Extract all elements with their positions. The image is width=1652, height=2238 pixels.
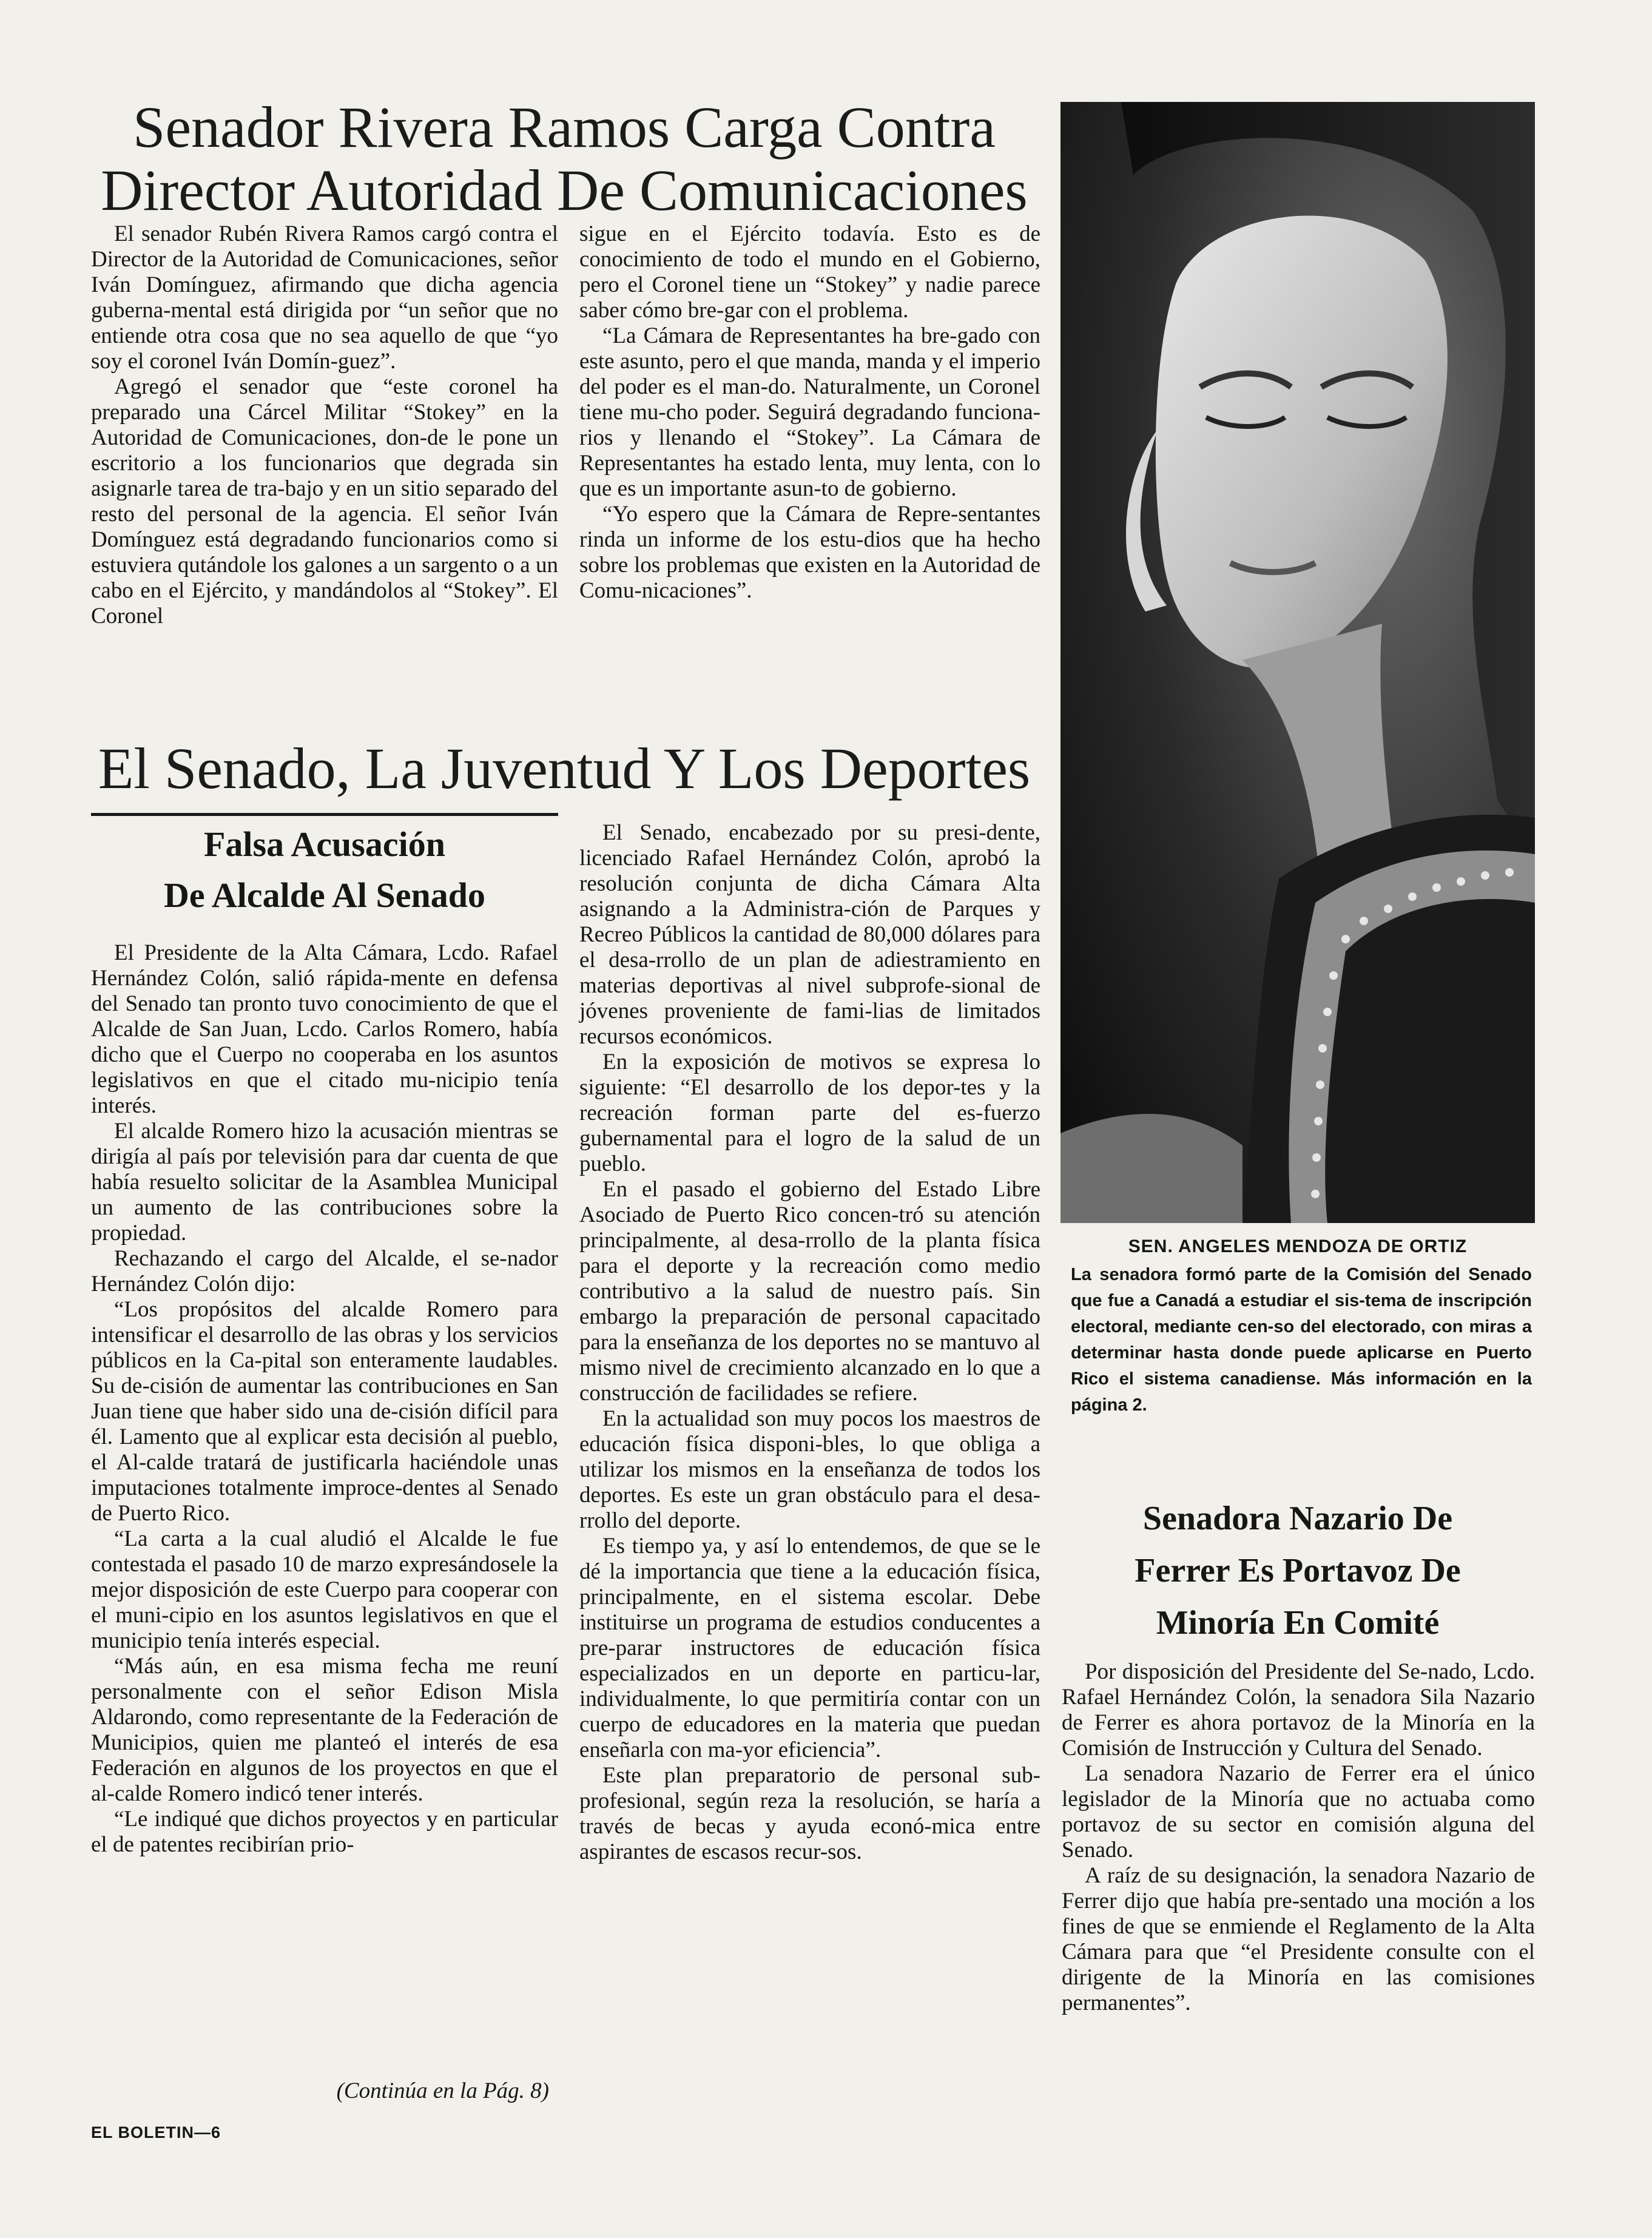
paragraph: “La carta a la cual aludió el Alcalde le fue contestada el pasado 10 de marzo expresándosele la mejor disposición de este Cuerpo para cooperar con el muni-cipio en los asuntos legislativos en que el municipio tenía interés especial. — [91, 1526, 558, 1653]
paragraph: “Más aún, en esa misma fecha me reuní personalmente con el señor Edison Misla Aldarondo, como representante de la Federación de Municipios, quien me planteó el interés de esa Federación en algunos de los proyectos en que el al-calde Romero indicó tener interés. — [91, 1654, 558, 1806]
subheadline-falsa-acusacion — [91, 819, 558, 921]
subheadline-line: Falsa Acusación — [204, 824, 445, 864]
paragraph: A raíz de su designación, la senadora Nazario de Ferrer dijo que había pre-sentado una moción a los fines de que se enmiende el Reglamento de la Alta Cámara para que “el Presidente consulte con el dirigente de la Minoría en las comisiones permanentes”. — [1062, 1863, 1535, 2015]
photo-caption-body: La senadora formó parte de la Comisión del Senado que fue a Canadá a estudiar el sis-tema de inscripción electoral, mediante cen-so del electorado, con miras a determinar hasta donde puede aplicarse en Puerto Rico el sistema canadiense. Más información en la página 2. — [1071, 1265, 1532, 1415]
paragraph: La senadora Nazario de Ferrer era el único legislador de la Minoría que no actuaba como portavoz de su sector en comisión alguna del Senado. — [1062, 1761, 1535, 1862]
paragraph: sigue en el Ejército todavía. Esto es de conocimiento de todo el mundo en el Gobierno, pero el Coronel tiene un “Stokey” y nadie parece saber cómo bre-gar con el problema. — [579, 221, 1040, 323]
headline-line: Director Autoridad De Comunicaciones — [101, 157, 1028, 223]
page-footer: EL BOLETIN—6 — [91, 2123, 221, 2142]
paragraph: “Los propósitos del alcalde Romero para intensificar el desarrollo de las obras y los servicios públicos en la Ca-pital son enteramente laudables. Su de-cisión de aumentar las contribuciones en San Juan tiene que haber sido una de-cisión difícil para él. Lamento que al explicar esta decisión al pueblo, el Al-calde tratará de justificarla haciéndole unas imputaciones totalmente improce-dentes al Senado de Puerto Rico. — [91, 1297, 558, 1526]
story-deportes-column — [579, 820, 1040, 1865]
story-nazario-column — [1062, 1659, 1535, 2016]
story-rivera-column-1 — [91, 221, 558, 629]
headline-line: Senador Rivera Ramos Carga Contra — [133, 95, 996, 160]
paragraph: El Senado, encabezado por su presi-dente, licenciado Rafael Hernández Colón, aprobó la resolución conjunta de dicha Cámara Alta asignando a la Administra-ción de Parques y Recreo Públicos la cantidad de 80,000 dólares para el desa-rrollo de un plan de adiestramiento en materias deportivas al nivel subprofe-sional de jóvenes proveniente de fami-lias de limitados recursos económicos. — [579, 820, 1040, 1049]
paragraph: El alcalde Romero hizo la acusación mientras se dirigía al país por televisión para dar cuenta de que había resuelto solicitar de la Asamblea Municipal un aumento de las contribuciones sobre la propiedad. — [91, 1119, 558, 1245]
subheadline-line: Ferrer Es Portavoz De — [1134, 1552, 1461, 1589]
paragraph: El senador Rubén Rivera Ramos cargó contra el Director de la Autoridad de Comunicaciones, señor Iván Domínguez, afirmando que dicha agencia guberna-mental está dirigida por “un señor que no entiende otra cosa que no sea aquello de que “yo soy el coronel Iván Domín-guez”. — [91, 221, 558, 374]
photo-caption-title: SEN. ANGELES MENDOZA DE ORTIZ — [1128, 1236, 1468, 1256]
paragraph: El Presidente de la Alta Cámara, Lcdo. Rafael Hernández Colón, salió rápida-mente en defensa del Senado tan pronto tuvo conocimiento de que el Alcalde de San Juan, Lcdo. Carlos Romero, había dicho que el Cuerpo no cooperaba en los asuntos legislativos en que el citado mu-nicipio tenía interés. — [91, 940, 558, 1118]
subheadline-line: De Alcalde Al Senado — [163, 875, 486, 915]
divider-rule — [91, 813, 558, 816]
portrait-photo — [1060, 102, 1535, 1223]
paragraph: “Le indiqué que dichos proyectos y en particular el de patentes recibirían prio- — [91, 1807, 558, 1857]
headline-rivera-ramos — [91, 96, 1037, 221]
paragraph: En la exposición de motivos se expresa lo siguiente: “El desarrollo de los depor-tes y la recreación forman parte del es-fuerzo gubernamental para el logro de la salud de un pueblo. — [579, 1050, 1040, 1176]
paragraph: “Yo espero que la Cámara de Repre-sentantes rinda un informe de los estu-dios que ha hecho sobre los problemas que existen en la Autoridad de Comu-nicaciones”. — [579, 502, 1040, 603]
paragraph: “La Cámara de Representantes ha bre-gado con este asunto, pero el que manda, manda y el imperio del poder es el man-do. Naturalmente, un Coronel tiene mu-cho poder. Seguirá degradando funciona-rios y llenando el “Stokey”. La Cámara de Representantes ha estado lenta, muy lenta, con lo que es un importante asun-to de gobierno. — [579, 323, 1040, 501]
paragraph: Es tiempo ya, y así lo entendemos, de que se le dé la importancia que tiene a la educación física, principalmente, en el sistema escolar. Debe instituirse un programa de estudios conducentes a pre-parar instructores de educación física especializados en un deporte en particu-lar, individualmente, lo que permitiría contar con un cuerpo de educadores en la materia que puedan enseñarla con ma-yor eficiencia”. — [579, 1534, 1040, 1762]
subheadline-line: Senadora Nazario De — [1142, 1500, 1453, 1537]
paragraph: En el pasado el gobierno del Estado Libre Asociado de Puerto Rico concen-tró su atención principalmente, al desa-rrollo de la planta física para el deporte y la recreación como medio contributivo a la salud de nuestro país. Sin embargo la preparación de personal capacitado para la enseñanza de los deportes no se mantuvo al mismo nivel de crecimiento alcanzado en lo que a construcción de facilidades se refiere. — [579, 1177, 1040, 1406]
story-rivera-column-2 — [579, 221, 1040, 604]
story-acusacion-column — [91, 940, 558, 1858]
subheadline-nazario-de-ferrer — [1060, 1492, 1535, 1649]
subheadline-line: Minoría En Comité — [1156, 1604, 1440, 1642]
paragraph: Este plan preparatorio de personal sub-profesional, según reza la resolución, se haría a través de becas y ayuda econó-mica entre aspirantes de escasos recur-sos. — [579, 1763, 1040, 1864]
continued-note: (Continúa en la Pág. 8) — [336, 2078, 549, 2103]
headline-senado-juventud: El Senado, La Juventud Y Los Deportes — [98, 736, 1031, 801]
portrait-photo-graphic — [1060, 102, 1535, 1223]
paragraph: Por disposición del Presidente del Se-nado, Lcdo. Rafael Hernández Colón, la senadora Sila Nazario de Ferrer es ahora portavoz de la Minoría en la Comisión de Instrucción y Cultura del Senado. — [1062, 1659, 1535, 1761]
paragraph: Agregó el senador que “este coronel ha preparado una Cárcel Militar “Stokey” en la Autoridad de Comunicaciones, don-de le pone un escritorio a los funcionarios que degrada sin asignarle tarea de tra-bajo y en un sitio separado del resto del personal de la agencia. El señor Iván Domínguez está degradando funcionarios como si estuviera qutándole los galones a un sargento o a un cabo en el Ejército, y mandándolos al “Stokey”. El Coronel — [91, 374, 558, 629]
paragraph: Rechazando el cargo del Alcalde, el se-nador Hernández Colón dijo: — [91, 1246, 558, 1296]
paragraph: En la actualidad son muy pocos los maestros de educación física disponi-bles, lo que obliga a utilizar los mismos en la enseñanza de todos los deportes. Es este un gran obstáculo para el desa-rrollo del deporte. — [579, 1406, 1040, 1533]
